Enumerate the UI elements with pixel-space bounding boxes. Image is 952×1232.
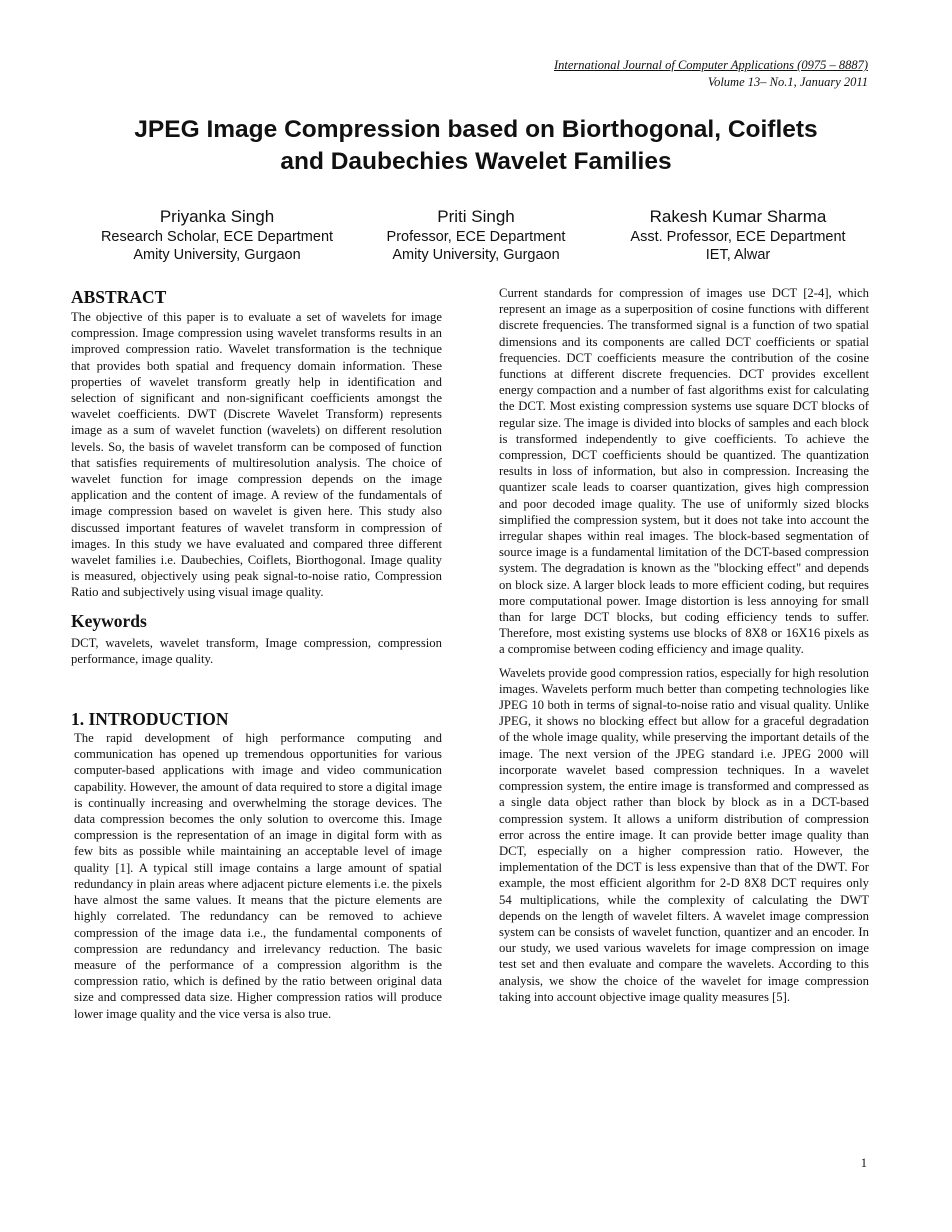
page-number: 1 bbox=[860, 1156, 867, 1170]
left-column bbox=[71, 287, 442, 1022]
abstract-heading: ABSTRACT bbox=[71, 287, 167, 307]
introduction-text: The rapid development of high performance computing and communication has opened up tremendous opportunities for various computer-based applications with image and video communication capability. However, the amount of data required to store a digital image is continually increasing and overwhelming the storage devices. The data compression becomes the only solution to overcome this. Image compression is the representation of an image in digital form with as few bits as possible while maintaining an acceptable level of image quality [1]. A typical still image contains a large amount of spatial redundancy in plain areas where adjacent picture elements i.e. the pixels have almost the same values. It means that the picture elements are highly correlated. The redundancy can be removed to achieve compression of the image data i.e., the fundamental components of compression are redundancy and irrelevancy reduction. The basic measure of the performance of a compression algorithm is the compression ratio, which is defined by the ratio between original data size and compressed data size. Higher compression ratios will produce lower image quality and the vice versa is also true. bbox=[74, 731, 442, 1021]
title-line-1: JPEG Image Compression based on Biorthogonal, Coiflets bbox=[134, 116, 818, 143]
title-line-2: and Daubechies Wavelet Families bbox=[280, 148, 672, 175]
right-column bbox=[499, 285, 869, 1005]
author-position: Asst. Professor, ECE Department bbox=[630, 229, 846, 245]
author-name: Priti Singh bbox=[437, 207, 515, 226]
keywords-heading: Keywords bbox=[71, 610, 147, 631]
journal-header bbox=[554, 57, 868, 91]
author-block bbox=[72, 206, 362, 264]
body-paragraph-wavelets: Wavelets provide good compression ratios, especially for high resolution images. Wavelets perform much better than competing technologies like JPEG 10 both in terms of signal-to-noise ratio and visual quality. Unlike JPEG, it shows no blocking effect but allow for a graceful degradation of the whole image quality, while preserving the important details of the image. The next version of the JPEG standard i.e. JPEG 2000 will incorporate wavelet based compression techniques. In a wavelet compression system, the entire image is transformed and compressed as a single data object rather than block by block as in a DCT-based compression system. It allows a uniform distribution of compression error across the entire image. It can provide better image quality than DCT, especially on a higher compression ratio. However, the implementation of the DCT is less expensive than that of the DWT. For example, the most efficient algorithm for 2-D 8X8 DCT requires only 54 multiplications, while the complexity of calculating the DWT depends on the length of wavelet filters. A wavelet image compression system can be consists of wavelet function, quantizer and an encoder. In our study, we used various wavelets for image compression on image test set and then evaluate and compare the wavelets. According to this analysis, we show the choice of the wavelet for image compression taking into account objective image quality measures [5]. bbox=[499, 665, 869, 1004]
author-name: Priyanka Singh bbox=[159, 207, 275, 226]
author-affiliation: Amity University, Gurgaon bbox=[133, 247, 301, 263]
abstract-text: The objective of this paper is to evaluate a set of wavelets for image compression. Image compression using wavelet transforms results in an improved compression ratio. Wavelet transformation is the technique that provides both spatial and frequency domain information. These properties of wavelet transform greatly help in identification and selection of significant and non-significant coefficients amongst the wavelet coefficients. DWT (Discrete Wavelet Transform) represents image as a sum of wavelet function (wavelets) on different resolution levels. So, the basis of wavelet transform can be composed of function that satisfies requirements of multiresolution analysis. The choice of wavelet function for image compression depends on the image application and the content of image. A review of the fundamentals of image compression based on wavelet is given here. This study also discussed important features of wavelet transform in compression of images. In this study we have evaluated and compared three different wavelet families i.e. Daubechies, Coiflets, Biorthogonal. Image quality is measured, objectively using peak signal-to-noise ratio, Compression Ratio and subjectively using visual image quality. bbox=[71, 310, 442, 600]
author-position: Professor, ECE Department bbox=[386, 229, 566, 245]
introduction-heading: 1. INTRODUCTION bbox=[71, 709, 229, 730]
author-affiliation: IET, Alwar bbox=[705, 247, 771, 263]
author-position: Research Scholar, ECE Department bbox=[100, 229, 334, 245]
keywords-text: DCT, wavelets, wavelet transform, Image compression, compression performance, image quality. bbox=[71, 635, 442, 666]
author-affiliation: Amity University, Gurgaon bbox=[392, 247, 560, 263]
author-block bbox=[598, 206, 878, 264]
author-name: Rakesh Kumar Sharma bbox=[649, 207, 827, 226]
journal-volume: Volume 13– No.1, January 2011 bbox=[707, 75, 868, 89]
journal-name: International Journal of Computer Applications (0975 – 8887) bbox=[554, 58, 868, 72]
body-paragraph-dct: Current standards for compression of images use DCT [2-4], which represent an image as a superposition of cosine functions with different discrete frequencies. The transformed signal is a function of two spatial dimensions and its components are called DCT coefficients or spatial frequencies. DCT coefficients measure the contribution of the cosine functions at different discrete frequencies. DCT provides excellent energy compaction and a number of fast algorithms exist for calculating the DCT. Most existing compression systems use square DCT blocks of regular size. The image is divided into blocks of samples and each block is transformed independently to give coefficients. To achieve the compression, DCT coefficients should be quantized. The quantization results in loss of information, but also in compression. Increasing the quantizer scale leads to coarser quantization, gives high compression and poor decoded image quality. The use of uniformly sized blocks simplified the compression system, but it does not take into account the irregular shapes within real images. The block-based segmentation of source image is a fundamental limitation of the DCT-based compression system. The degradation is known as the "blocking effect" and depends on block size. A larger block leads to more efficient coding, but requires more computational power. Image distortion is less annoying for small than for large DCT blocks, but coding efficiency tends to suffer. Therefore, most existing systems use blocks of 8X8 or 16X16 pixels as a compromise between coding efficiency and image quality. bbox=[499, 286, 869, 657]
author-block bbox=[356, 206, 596, 264]
paper-title bbox=[60, 114, 892, 178]
